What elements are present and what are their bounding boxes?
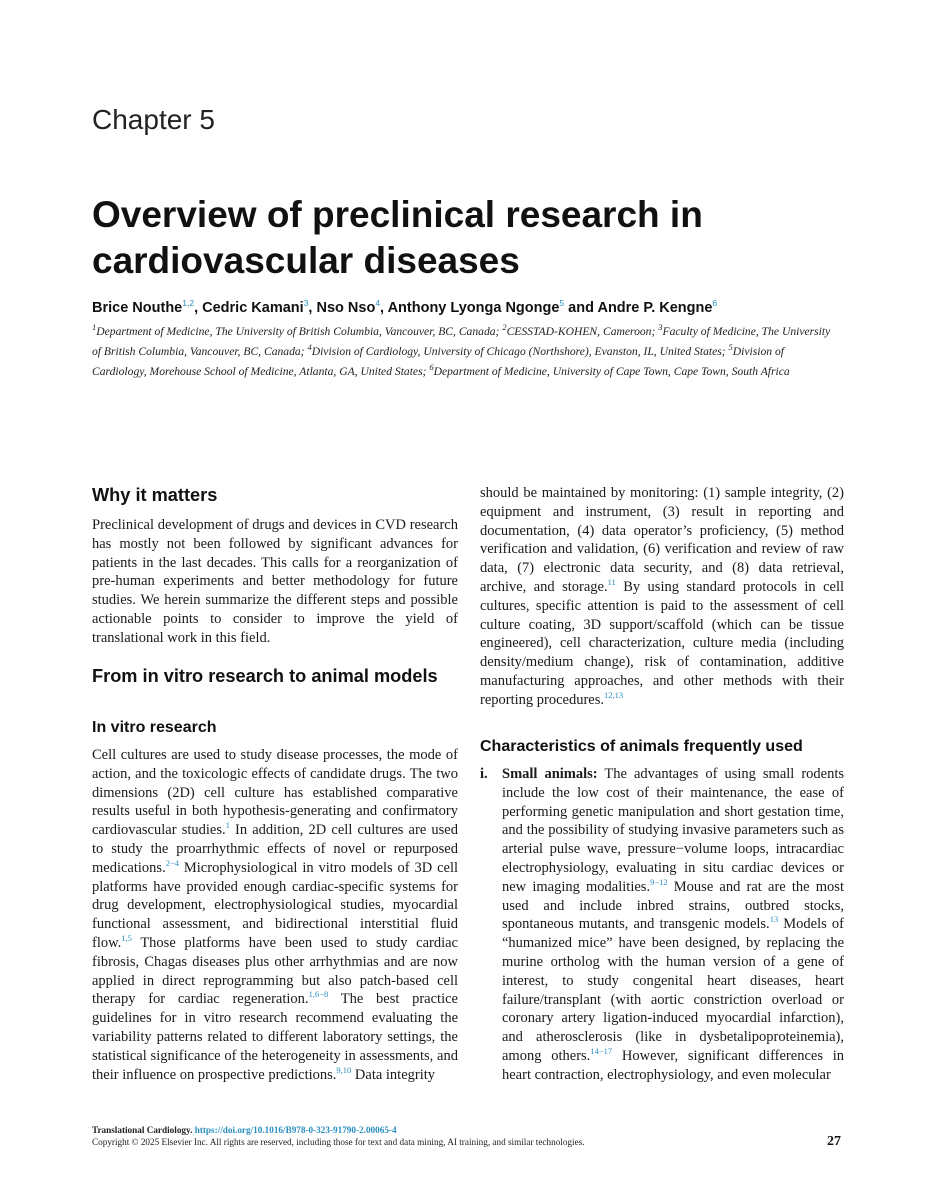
small-animals-label: Small animals: [502, 766, 598, 782]
author-affiliation-ref[interactable]: 1,2 [182, 298, 195, 309]
characteristics-heading-block [480, 737, 844, 757]
page-footer [92, 1124, 585, 1148]
footer-citation [92, 1124, 585, 1136]
subsection-heading: In vitro research [92, 719, 217, 736]
author-affiliation-ref[interactable]: 5 [559, 298, 565, 309]
author-name: Brice Nouthe [92, 300, 183, 316]
affiliation-number: 2 [502, 322, 507, 333]
citation-ref[interactable]: 11 [607, 577, 616, 588]
chapter-title: Overview of preclinical research in cardiovascular diseases [92, 194, 703, 281]
author-name: Cedric Kamani [202, 300, 304, 316]
copyright-notice: Copyright © 2025 Elsevier Inc. All rights are reserved, including those for text and data mining, AI training, and similar technologies. [92, 1137, 585, 1147]
affiliation-text: Department of Medicine, The University of British Columbia, Vancouver, BC, Canada; [96, 325, 503, 338]
why-it-matters-text: Preclinical development of drugs and devices in CVD research has mostly not been followed by significant advances for patients in the last decades. This calls for a reorganization of pre-human experiments and better methodology for future studies. We herein summarize the different steps and possible actionable points to consider to improve the yield of translational work in this field. [92, 517, 458, 646]
in-vitro-text-block [92, 746, 458, 1084]
continued-text-block [480, 484, 844, 710]
list-item-small-animals: i. Small animals: The advantages of using small rodents include the low cost of their maintenance, the ease of performing genetic manipulation and short gestation time, and the possibility of studying invasive parameters such as arterial pulse wave, pressure−volume loops, intracardiac electrophysiology, evaluating in situ cardiac devices or new imaging modalities.$^{9-12}$ Mouse and rat are the most used and include inbred strains, outbred stocks, spontaneous mutants, and transgenic models.$^{13}$ Models of “humanized mice” have been designed, by replacing the murine ortholog with the human version of a gene of interest, to study congenital heart diseases, heart failure/transplant (with aortic constriction overload or coronary artery ligation-induced myocardial infarction), and atherosclerosis (like in dysbetalipoproteinemia), among others.$^{14-17}$ However, significant differences in heart contraction, electrophysiology, and even molecular [480, 766, 845, 1083]
why-it-matters-heading: Why it matters [92, 485, 218, 505]
list-marker: i. [480, 766, 488, 782]
affiliation-number: 3 [658, 322, 663, 333]
small-animals-block [480, 765, 844, 1085]
citation-ref[interactable]: 9−12 [650, 876, 668, 887]
affiliation-text: CESSTAD-KOHEN, Cameroon; [506, 325, 659, 338]
why-it-matters-text-block [92, 516, 458, 648]
characteristics-heading: Characteristics of animals frequently used [480, 738, 803, 755]
citation-ref[interactable]: 2−4 [165, 857, 179, 868]
doi-link[interactable]: https://doi.org/10.1016/B978-0-323-91790-2.00065-4 [194, 1125, 397, 1135]
citation-ref[interactable]: 9,10 [336, 1064, 352, 1075]
affiliation-number: 4 [307, 342, 312, 353]
citation-ref[interactable]: 1,6−8 [308, 989, 329, 1000]
citation-ref[interactable]: 13 [769, 914, 779, 925]
citation-ref[interactable]: 12,13 [604, 689, 624, 700]
in-vitro-paragraph: Cell cultures are used to study disease processes, the mode of action, and the toxicologic effects of candidate drugs. The two dimensions (2D) cell culture has established comparative results useful in both hypothesis-generating and confirmatory cardiovascular studies.$^1$ In addition, 2D cell cultures are used to study the proarrhythmic effects of novel or repurposed medications.$^{2-4}$ Microphysiological in vitro models of 3D cell platforms have provided enough cardiac-specific systems for drug development, electrophysiological studies, myocardial functional assessment, and bidirectional interstitial fluid flow.$^{1,5}$ Those platforms have been used to study cardiac fibrosis, Chagas diseases plus other arrhythmias and are now applied in direct reprogramming but also patch-based cell therapy for cardiac regeneration.$^{1,6-8}$ The best practice guidelines for in vitro research recommend evaluating the variability patterns related to different laboratory settings, the statistical significance of the heterogeneity in assessments, and their influence on prospective predictions.$^{9,10}$ Data integrity [92, 747, 458, 1083]
affiliations [92, 322, 837, 382]
author-affiliation-ref[interactable]: 3 [303, 298, 309, 309]
journal-name: Translational Cardiology. [92, 1125, 193, 1135]
author-affiliation-ref[interactable]: 6 [712, 298, 718, 309]
affiliation-number: 6 [429, 362, 434, 373]
section-heading: From in vitro research to animal models [92, 666, 438, 686]
citation-ref[interactable]: 14−17 [590, 1046, 613, 1057]
author-name: Anthony Lyonga Ngonge [387, 300, 560, 316]
affiliation-text: Division of Cardiology, University of Chicago (Northshore), Evanston, IL, United States; [311, 345, 729, 358]
author-name: Andre P. Kengne [597, 300, 713, 316]
affiliation-text: Department of Medicine, University of Cape Town, Cape Town, South Africa [433, 365, 790, 378]
author-list: Brice Nouthe$^{1,2}$, Cedric Kamani$^3$, Nso Nso$^4$, Anthony Lyonga Ngonge$^5$ and Andre P. Kengne$^6$ [92, 298, 718, 316]
author-affiliation-ref[interactable]: 4 [375, 298, 381, 309]
citation-ref[interactable]: 1 [225, 820, 230, 831]
why-it-matters-section [92, 484, 458, 506]
citation-ref[interactable]: 1,5 [121, 933, 132, 944]
affiliation-text: Division of Cardiology, Morehouse School of Medicine, Atlanta, GA, United States; [92, 345, 784, 378]
affiliation-number: 5 [728, 342, 733, 353]
author-name: Nso Nso [316, 300, 376, 316]
affiliation-text: Faculty of Medicine, The University of British Columbia, Vancouver, BC, Canada; [92, 325, 831, 358]
continued-paragraph: should be maintained by monitoring: (1) sample integrity, (2) equipment and instrument, (3) result in reporting and documentation, (4) data operator’s proficiency, (5) method verification and validation, (6) verification and review of raw data, (7) electronic data security, and (8) data retrieval, archive, and storage.$^{11}$ By using standard protocols in cell cultures, specific attention is paid to the assessment of cell culture coating, 3D support/scaffold (which can be tissue engineered), cell characterization, culture media (including density/medium change), risk of contamination, additive manufacturing approaches, and other methods with their reporting procedures.$^{12,13}$ [480, 485, 844, 708]
page-number: 27 [827, 1134, 841, 1149]
affiliation-number: 1 [92, 322, 97, 333]
chapter-label: Chapter 5 [92, 104, 215, 135]
subsection-heading-block [92, 718, 458, 738]
section-heading-block [92, 665, 458, 687]
